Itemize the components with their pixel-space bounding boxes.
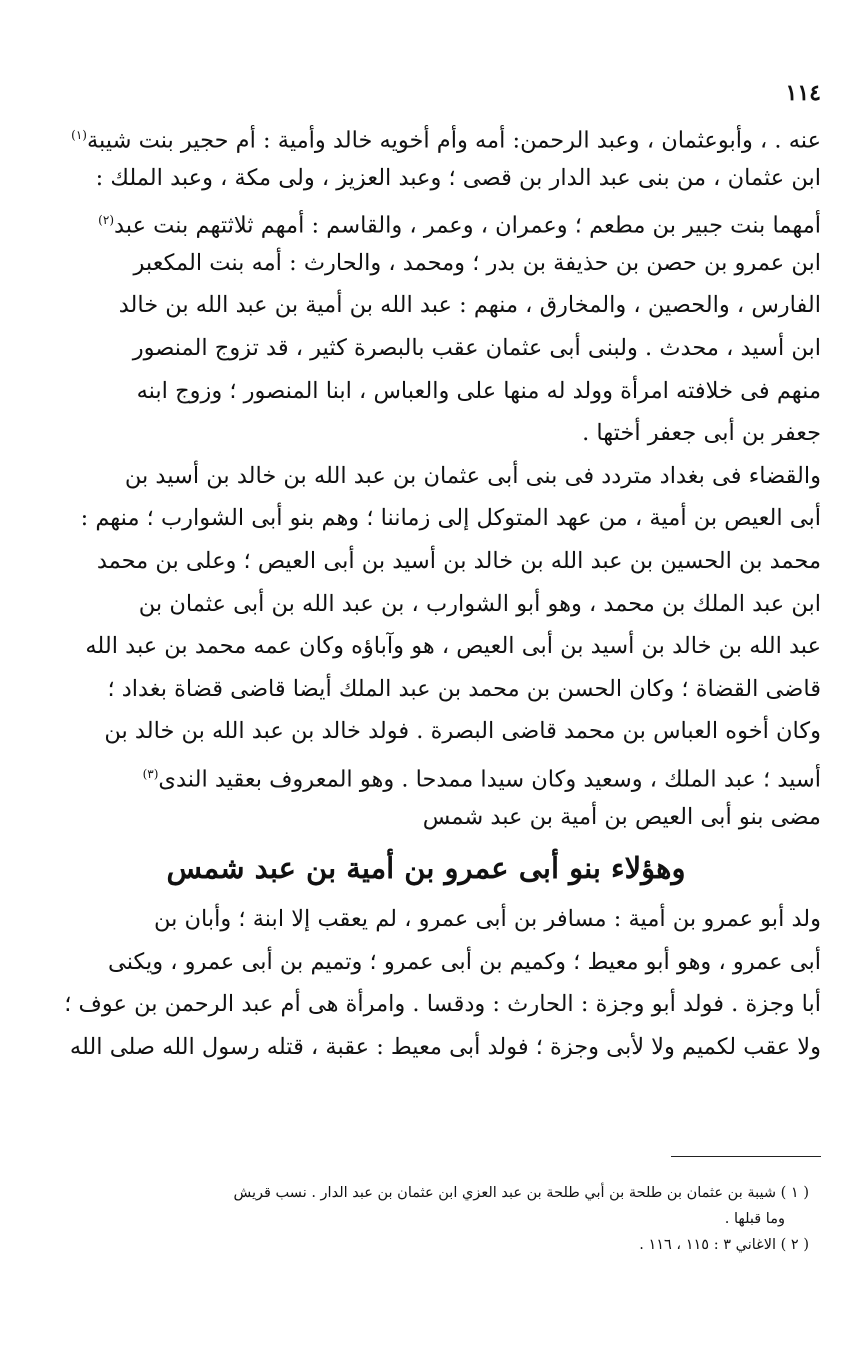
- text-line: وكان أخوه العباس بن محمد قاضى البصرة . فولد خالد بن عبد الله بن خالد بن: [104, 718, 821, 745]
- text-line: قاضى القضاة ؛ وكان الحسن بن محمد بن عبد الملك أيضا قاضى قضاة بغداد ؛: [107, 675, 821, 702]
- text-line: ولا عقب لكميم ولا لأبى وجزة ؛ فولد أبى معيط : عقبة ، قتله رسول الله صلى الله: [69, 1033, 821, 1060]
- text-line: أمهما بنت جبير بن مطعم ؛ وعمران ، وعمر ، والقاسم : أمهم ثلاثتهم بنت عبد$^{(٢)}$: [98, 212, 821, 239]
- main-text: [31, 114, 821, 1068]
- footnote-ref: (٢): [98, 213, 114, 228]
- text-line: ابن أسيد ، محدث . ولبنى أبى عثمان عقب بالبصرة كثير ، قد تزوج المنصور: [132, 334, 821, 361]
- text-line: ابن عبد الملك بن محمد ، وهو أبو الشوارب ، بن عبد الله بن أبى عثمان بن: [138, 590, 821, 617]
- text-line: محمد بن الحسين بن عبد الله بن خالد بن أسيد بن أبى العيص ؛ وعلى بن محمد: [96, 547, 821, 574]
- text-line: ولد أبو عمرو بن أمية : مسافر بن أبى عمرو ، لم يعقب إلا ابنة ؛ وأبان بن: [153, 906, 821, 933]
- footnote-1: ( ١ ) شيبة بن عثمان بن طلحة بن أبي طلحة بن عبد العزي ابن عثمان بن عبد الدار . نسب قريش: [233, 1185, 809, 1201]
- text-line: أبى عمرو ، وهو أبو معيط ؛ وكميم بن أبى عمرو ؛ وتميم بن أبى عمرو ، ويكنى: [107, 948, 821, 975]
- text-line: ابن عمرو بن حصن بن حذيفة بن بدر ؛ ومحمد ، والحارث : أمه بنت المكعبر: [133, 249, 821, 276]
- section-closing-line: مضى بنو أبى العيص بن أمية بن عبد شمس: [422, 803, 821, 830]
- text-line: منهم فى خلافته امرأة وولد له منها على والعباس ، ابنا المنصور ؛ وزوج ابنه: [136, 377, 821, 404]
- text-line: الفارس ، والحصين ، والمخارق ، منهم : عبد الله بن أمية بن عبد الله بن خالد: [118, 292, 821, 319]
- text-line: عبد الله بن خالد بن أسيد بن أبى العيص ، هو وآباؤه وكان عمه محمد بن عبد الله: [85, 633, 821, 660]
- text-line: أبا وجزة . فولد أبو وجزة : الحارث : ودقسا . وامرأة هى أم عبد الرحمن بن عوف ؛: [64, 991, 821, 1018]
- text-line: عنه . ، وأبوعثمان ، وعبد الرحمن: أمه وأم أخويه خالد وأمية : أم حجير بنت شيبة$^{(١)}$: [71, 127, 821, 154]
- text-line: ابن عثمان ، من بنى عبد الدار بن قصى ؛ وعبد العزيز ، ولى مكة ، وعبد الملك :: [95, 164, 821, 191]
- footnote-divider: [671, 1156, 821, 1157]
- footnote-1-continuation: وما قبلها .: [724, 1211, 785, 1227]
- page-number: ١١٤: [785, 80, 821, 106]
- text-line: والقضاء فى بغداد متردد فى بنى أبى عثمان بن عبد الله بن خالد بن أسيد بن: [124, 462, 821, 489]
- footnotes: [29, 1180, 809, 1258]
- text-line: أبى العيص بن أمية ، من عهد المتوكل إلى زماننا ؛ وهم بنو أبى الشوارب ؛ منهم :: [80, 505, 821, 532]
- footnote-ref: (١): [71, 128, 87, 142]
- text-line: أسيد ؛ عبد الملك ، وسعيد وكان سيدا ممدحا . وهو المعروف بعقيد الندى$^{(٣)}$: [142, 766, 821, 793]
- footnote-2: ( ٢ ) الاغاني ٣ : ١١٥ ، ١١٦ .: [639, 1237, 809, 1253]
- footnote-ref: (٣): [142, 766, 159, 781]
- text-line: جعفر بن أبى جعفر أختها .: [582, 420, 821, 447]
- section-heading: وهؤلاء بنو أبى عمرو بن أمية بن عبد شمس: [166, 851, 686, 886]
